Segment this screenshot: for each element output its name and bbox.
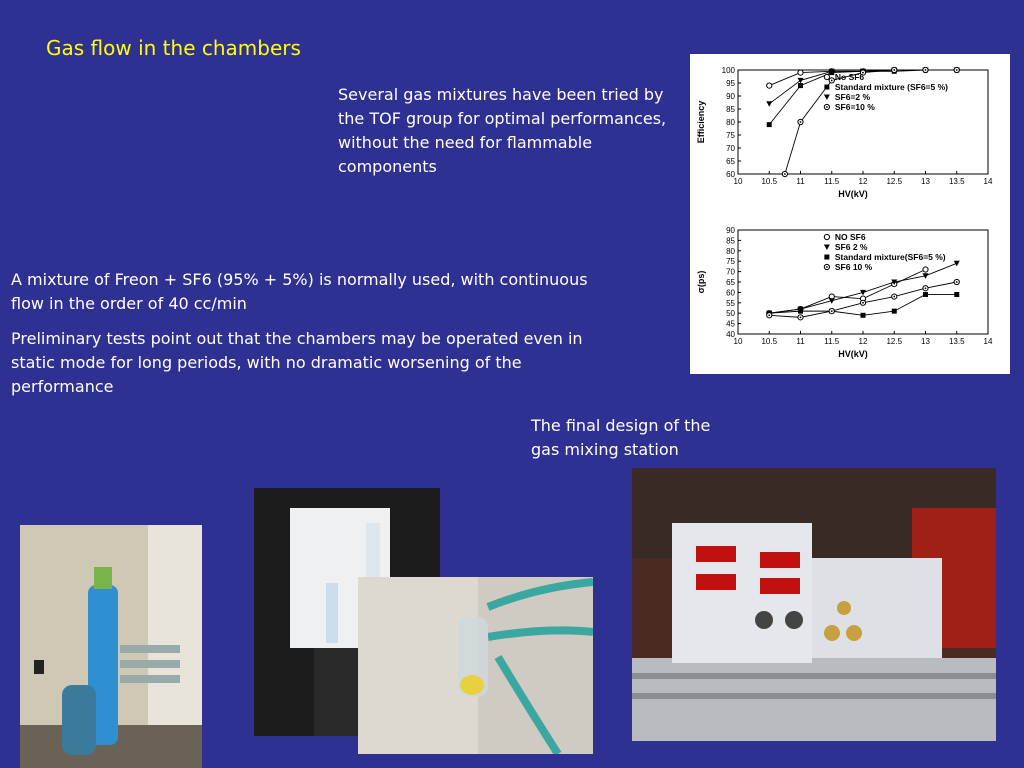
data-point <box>892 309 897 314</box>
legend-entry: Standard mixture (SF6=5 %) <box>834 82 949 92</box>
data-point <box>861 313 866 318</box>
y-tick-label: 70 <box>726 267 735 277</box>
data-point-center <box>800 121 802 123</box>
data-point <box>798 83 803 88</box>
y-tick-label: 100 <box>721 66 735 75</box>
y-tick-label: 65 <box>726 157 735 166</box>
data-point-center <box>831 80 833 82</box>
y-tick-label: 75 <box>726 257 735 267</box>
legend-entry: SF6=2 % <box>834 92 871 102</box>
data-point-center <box>925 69 927 71</box>
x-tick-label: 13.5 <box>948 177 965 186</box>
data-point-center <box>784 173 786 175</box>
data-point-center <box>956 69 958 71</box>
x-tick-label: 10 <box>733 177 743 186</box>
y-tick-label: 40 <box>726 330 735 339</box>
x-tick-label: 12.5 <box>886 177 903 186</box>
x-tick-label: 12 <box>858 177 868 186</box>
freon-mixture-text: A mixture of Freon + SF6 (95% + 5%) is normally used, with continuous flow in the order of 40 cc/min <box>11 270 588 313</box>
y-tick-label: 50 <box>726 309 735 319</box>
x-tick-label: 11 <box>796 337 805 346</box>
resolution-plot <box>690 214 1010 374</box>
y-tick-label: 90 <box>726 226 735 235</box>
data-point <box>824 255 829 260</box>
x-tick-label: 14 <box>983 337 993 346</box>
data-point <box>798 70 803 75</box>
x-tick-label: 13 <box>921 337 930 346</box>
x-axis-label: HV(kV) <box>838 189 868 199</box>
data-point <box>824 245 830 251</box>
data-point-center <box>925 287 927 289</box>
mixing-station-caption: The final design of the gas mixing station <box>531 416 711 459</box>
data-point-center <box>800 316 802 318</box>
y-tick-label: 60 <box>726 288 735 298</box>
data-point <box>766 101 772 107</box>
x-axis-label: HV(kV) <box>838 349 868 359</box>
x-tick-label: 10.5 <box>761 337 778 346</box>
y-axis-label: σ(ps) <box>696 270 706 294</box>
x-tick-label: 10.5 <box>761 177 778 186</box>
data-point <box>767 83 772 88</box>
data-point-center <box>956 281 958 283</box>
slide-title: Gas flow in the chambers <box>46 36 301 60</box>
data-point-center <box>893 69 895 71</box>
data-point-center <box>862 302 864 304</box>
x-tick-label: 12 <box>858 337 868 346</box>
legend-entry: SF6 2 % <box>834 242 868 252</box>
data-point-center <box>768 314 770 316</box>
data-point <box>824 85 829 90</box>
data-point <box>824 234 829 239</box>
gas-cylinders-photo <box>20 525 202 768</box>
static-mode-text: Preliminary tests point out that the chambers may be operated even in static mode for long periods, with no dramatic worsening of the performance <box>11 329 583 396</box>
y-tick-label: 45 <box>726 319 735 329</box>
y-tick-label: 60 <box>726 170 735 179</box>
y-tick-label: 85 <box>726 105 735 114</box>
legend-entry: Standard mixture(SF6=5 %) <box>834 252 946 262</box>
mixing-station-photo <box>632 468 996 741</box>
y-tick-label: 80 <box>726 246 735 256</box>
plots-panel <box>690 54 1010 374</box>
data-point <box>923 267 928 272</box>
y-tick-label: 65 <box>726 278 735 287</box>
legend-entry: NO SF6 <box>834 232 866 242</box>
legend-entry: SF6 10 % <box>834 262 873 272</box>
x-tick-label: 11.5 <box>824 337 840 346</box>
y-tick-label: 95 <box>726 79 735 88</box>
y-tick-label: 85 <box>726 236 735 246</box>
y-tick-label: 80 <box>726 118 735 127</box>
x-tick-label: 10 <box>733 337 743 346</box>
data-point <box>954 261 960 267</box>
y-tick-label: 90 <box>726 92 735 101</box>
bubbler-photo <box>358 577 593 754</box>
y-tick-label: 55 <box>726 298 735 308</box>
data-point-center <box>893 296 895 298</box>
gas-mixtures-text: Several gas mixtures have been tried by the TOF group for optimal performances, without the need for flammable components <box>338 85 667 176</box>
data-point <box>798 78 804 84</box>
y-tick-label: 70 <box>726 144 735 153</box>
x-tick-label: 12.5 <box>886 337 903 346</box>
data-point <box>824 95 830 101</box>
x-tick-label: 11 <box>796 177 805 186</box>
legend-entry: No SF6 <box>834 72 865 82</box>
data-point <box>923 292 928 297</box>
efficiency-plot <box>690 54 1010 214</box>
x-tick-label: 14 <box>983 177 993 186</box>
x-tick-label: 13 <box>921 177 930 186</box>
x-tick-label: 13.5 <box>948 337 965 346</box>
data-point <box>798 309 803 314</box>
y-axis-label: Efficiency <box>696 100 706 144</box>
data-point-center <box>826 106 828 108</box>
data-point <box>954 292 959 297</box>
legend-entry: SF6=10 % <box>834 102 875 112</box>
data-point-center <box>826 266 828 268</box>
y-tick-label: 75 <box>726 131 735 140</box>
data-point <box>824 74 829 79</box>
data-point-center <box>831 310 833 312</box>
x-tick-label: 11.5 <box>824 177 840 186</box>
data-point <box>767 122 772 127</box>
